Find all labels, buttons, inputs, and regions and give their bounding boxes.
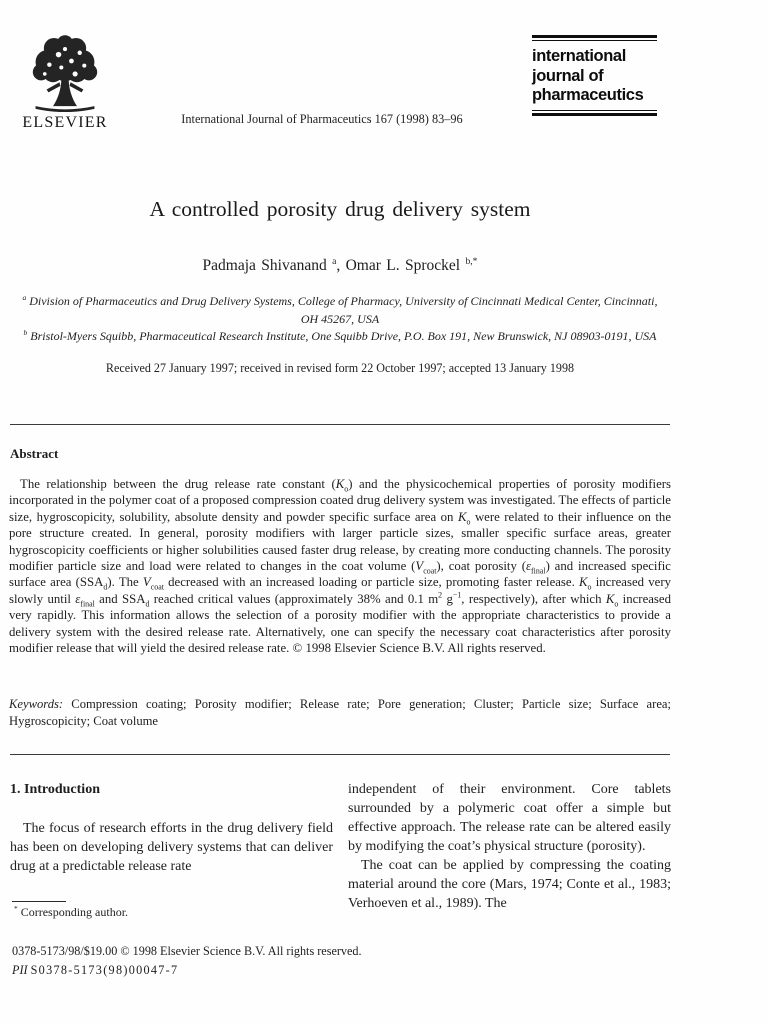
authors-line: Padmaja Shivanand $^a$, Omar L. Sprockel $^{b,*}$ (202, 255, 478, 274)
imprint-block (12, 942, 532, 979)
body-column-left (10, 780, 333, 876)
elsevier-wordmark: ELSEVIER (22, 114, 108, 131)
journal-logo-line-1: international (532, 46, 626, 65)
affiliation-line-1: $^a$ Division of Pharmaceutics and Drug Delivery Systems, College of Pharmacy, University of Cincinnati Medical Center, Cincinnati, (22, 293, 658, 308)
divider-above-abstract (10, 424, 670, 425)
divider-above-body (10, 754, 670, 755)
elsevier-tree-icon (19, 34, 111, 112)
received-history-line: Received 27 January 1997; received in revised form 22 October 1997; accepted 13 January 1998 (105, 361, 575, 375)
logo-rule-bottom-thin (532, 110, 657, 111)
journal-citation: International Journal of Pharmaceutics 167 (1998) 83–96 (181, 112, 463, 126)
footnote-block (10, 901, 333, 920)
abstract-text: The relationship between the drug release rate constant $(K_o)$ and the physicochemical properties of porosity modifiers incorporated in the polymer coat of a proposed compression coated drug delivery system was investigated. The effects of particle size, hygroscopicity, solubility, absolute density and powder specific surface area on $K_o$ were related to their influence on the pore structure created. In general, porosity modifiers with larger particle sizes, smaller specific surface areas, greater hygroscopicity coefficients or higher solubilities caused faster drug release, by creating more conducting channels. The porosity modifier particle size and load were related to changes in the coat volume $(V_{coat})$, coat porosity $(\varepsilon_{final})$ and increased specific surface area $(SSA_d)$. The $V_{coat}$ decreased with an increased loading or particle size, promoting faster release. $K_o$ increased very slowly until $\varepsilon_{final}$ and $SSA_d$ reached critical values (approximately 38% and 0.1 $m^2$ $g^{-1}$, respectively), after which $K_o$ increased very rapidly. This information allows the selection of a porosity modifier with the appropriate characteristics to provide a delivery system with the desired release rate. Alternatively, one can specify the necessary coat characteristics after porosity modifier release that will yield the desired release rate. © 1998 Elsevier Science B.V. All rights reserved. (9, 477, 672, 656)
article-title: A controlled porosity drug delivery system (149, 197, 531, 221)
keywords-text: Keywords: Compression coating; Porosity modifier; Release rate; Pore generation; Cluster; Particle size; Surface area; Hygroscopicity; Coat volume (9, 697, 671, 728)
section-heading-introduction: 1. Introduction (10, 782, 100, 797)
affiliation-line-2: OH 45267, USA (300, 311, 380, 326)
journal-logo-text (532, 46, 653, 105)
body-column-right (348, 780, 671, 913)
logo-rule-top-thin (532, 40, 657, 41)
logo-rule-top-thick (532, 35, 657, 38)
elsevier-logo (14, 34, 116, 132)
pii-line: PII S0378-5173(98)00047-7 (12, 962, 179, 977)
journal-logo-line-3: pharmaceutics (532, 85, 644, 104)
abstract-heading: Abstract (10, 446, 59, 461)
journal-logo (532, 35, 657, 116)
issn-copyright-line: 0378-5173/98/$19.00 © 1998 Elsevier Science B.V. All rights reserved. (12, 944, 362, 958)
body-paragraph-continued: independent of their environment. Core tablets surrounded by a polymeric coat offer a simple but effective approach. The release rate can be altered easily by modifying the coat’s physical structure (porosity). (348, 782, 671, 854)
affiliation-line-3: $^b$ Bristol-Myers Squibb, Pharmaceutical Research Institute, One Squibb Drive, P.O. Box 191, New Brunswick, NJ 08903-0191, USA (23, 328, 657, 343)
journal-logo-line-2: journal of (532, 65, 604, 85)
logo-rule-bottom-thick (532, 113, 657, 116)
intro-paragraph: The focus of research efforts in the drug delivery field has been on developing delivery systems that can deliver drug at a predictable release rate (10, 821, 333, 874)
corresponding-author-note: * Corresponding author. (14, 904, 129, 919)
body-paragraph-coat: The coat can be applied by compressing the coating material around the core (Mars, 1974; Conte et al., 1983; Verhoeven et al., 1989). The (348, 858, 671, 911)
affiliations-block (10, 293, 670, 346)
